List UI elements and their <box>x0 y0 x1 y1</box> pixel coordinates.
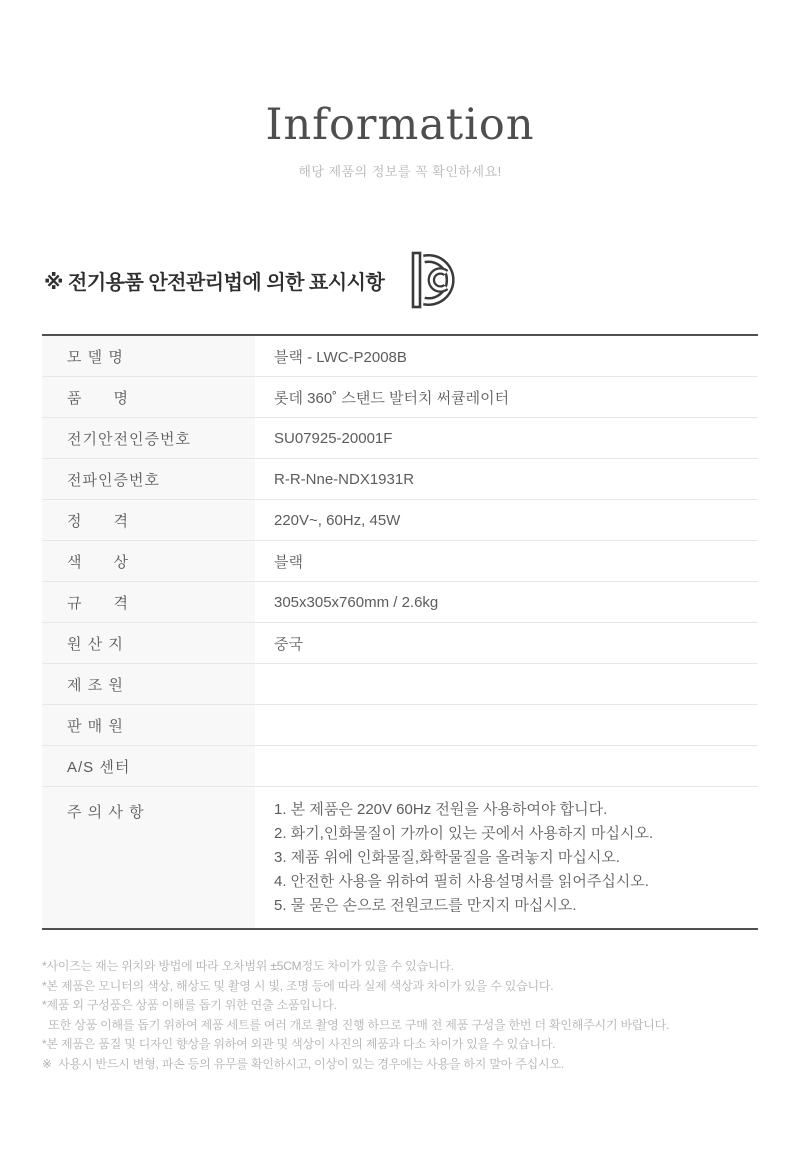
row-value: 블랙 - LWC-P2008B <box>274 348 407 366</box>
page-title: Information <box>265 100 535 150</box>
page-header <box>0 0 800 180</box>
page-subtitle: 해당 제품의 정보를 꼭 확인하세요! <box>298 164 502 179</box>
footnotes <box>42 957 758 1074</box>
row-label: A/S 센터 <box>42 746 255 786</box>
row-label: 규 격 <box>42 582 255 622</box>
row-value <box>255 705 758 745</box>
table-row-cautions <box>42 787 758 928</box>
footnote-item: ※ 사용시 반드시 변형, 파손 등의 유무를 확인하시고, 이상이 있는 경우에는 사용을 하지 말아 주십시오. <box>42 1056 564 1071</box>
row-value: 중국 <box>274 635 303 653</box>
row-value <box>255 664 758 704</box>
table-row-model-name <box>42 336 758 377</box>
kc-certification-icon <box>410 250 457 310</box>
table-row-seller <box>42 705 758 746</box>
footnote-item: *본 제품은 품질 및 디자인 향상을 위하여 외관 및 색상이 사진의 제품과 다소 차이가 있을 수 있습니다. <box>42 1037 556 1051</box>
table-row-dimensions <box>42 582 758 623</box>
caution-item: 5. 물 묻은 손으로 전원코드를 만지지 마십시오. <box>274 897 577 914</box>
footnote-item: *사이즈는 재는 위치와 방법에 따라 오차범위 ±5CM정도 차이가 있을 수 있습니다. <box>42 959 454 973</box>
footnote-item: *제품 외 구성품은 상품 이해를 돕기 위한 연출 소품입니다. <box>42 998 337 1012</box>
certification-heading: ※ 전기용품 안전관리법에 의한 표시시항 <box>44 271 385 294</box>
table-row-as-center <box>42 746 758 787</box>
footnote-item: *본 제품은 모니터의 색상, 해상도 및 촬영 시 빛, 조명 등에 따라 실제 색상과 차이가 있을 수 있습니다. <box>42 978 554 993</box>
row-value: 롯데 360˚ 스탠드 발터치 써큘레이터 <box>274 389 510 407</box>
row-label: 전기안전인증번호 <box>42 418 255 458</box>
row-label: 색 상 <box>42 541 255 581</box>
table-row-product-name <box>42 377 758 418</box>
row-value: R-R-Nne-NDX1931R <box>274 470 415 488</box>
caution-item: 4. 안전한 사용을 위하여 필히 사용설명서를 읽어주십시오. <box>274 873 649 890</box>
table-row-radio-cert-no <box>42 459 758 500</box>
table-row-origin <box>42 623 758 664</box>
certification-section-header <box>44 250 758 310</box>
table-row-manufacturer <box>42 664 758 705</box>
caution-item: 2. 화기,인화물질이 가까이 있는 곳에서 사용하지 마십시오. <box>274 825 654 842</box>
caution-item: 3. 제품 위에 인화물질,화학물질을 올려놓지 마십시오. <box>274 849 620 866</box>
row-value: SU07925-20001F <box>274 429 393 447</box>
caution-list <box>255 787 758 928</box>
row-label: 판 매 원 <box>42 705 255 745</box>
row-value: 블랙 <box>274 553 303 571</box>
caution-item: 1. 본 제품은 220V 60Hz 전원을 사용하여야 합니다. <box>274 801 608 818</box>
table-row-rating <box>42 500 758 541</box>
row-label: 모 델 명 <box>42 336 255 376</box>
row-label: 원 산 지 <box>42 623 255 663</box>
row-label: 정 격 <box>42 500 255 540</box>
product-spec-table <box>42 334 758 930</box>
row-value: 305x305x760mm / 2.6kg <box>274 593 439 611</box>
row-value: 220V~, 60Hz, 45W <box>274 511 401 529</box>
row-label: 품 명 <box>42 377 255 417</box>
row-value <box>255 746 758 786</box>
table-row-color <box>42 541 758 582</box>
footnote-item: 또한 상품 이해를 돕기 위하여 제품 세트를 여러 개로 촬영 진행 하므로 구매 전 제품 구성을 한번 더 확인해주시기 바랍니다. <box>42 1017 670 1032</box>
row-label: 제 조 원 <box>42 664 255 704</box>
table-row-electric-safety-cert-no <box>42 418 758 459</box>
row-label: 전파인증번호 <box>42 459 255 499</box>
row-label: 주 의 사 항 <box>42 787 255 928</box>
